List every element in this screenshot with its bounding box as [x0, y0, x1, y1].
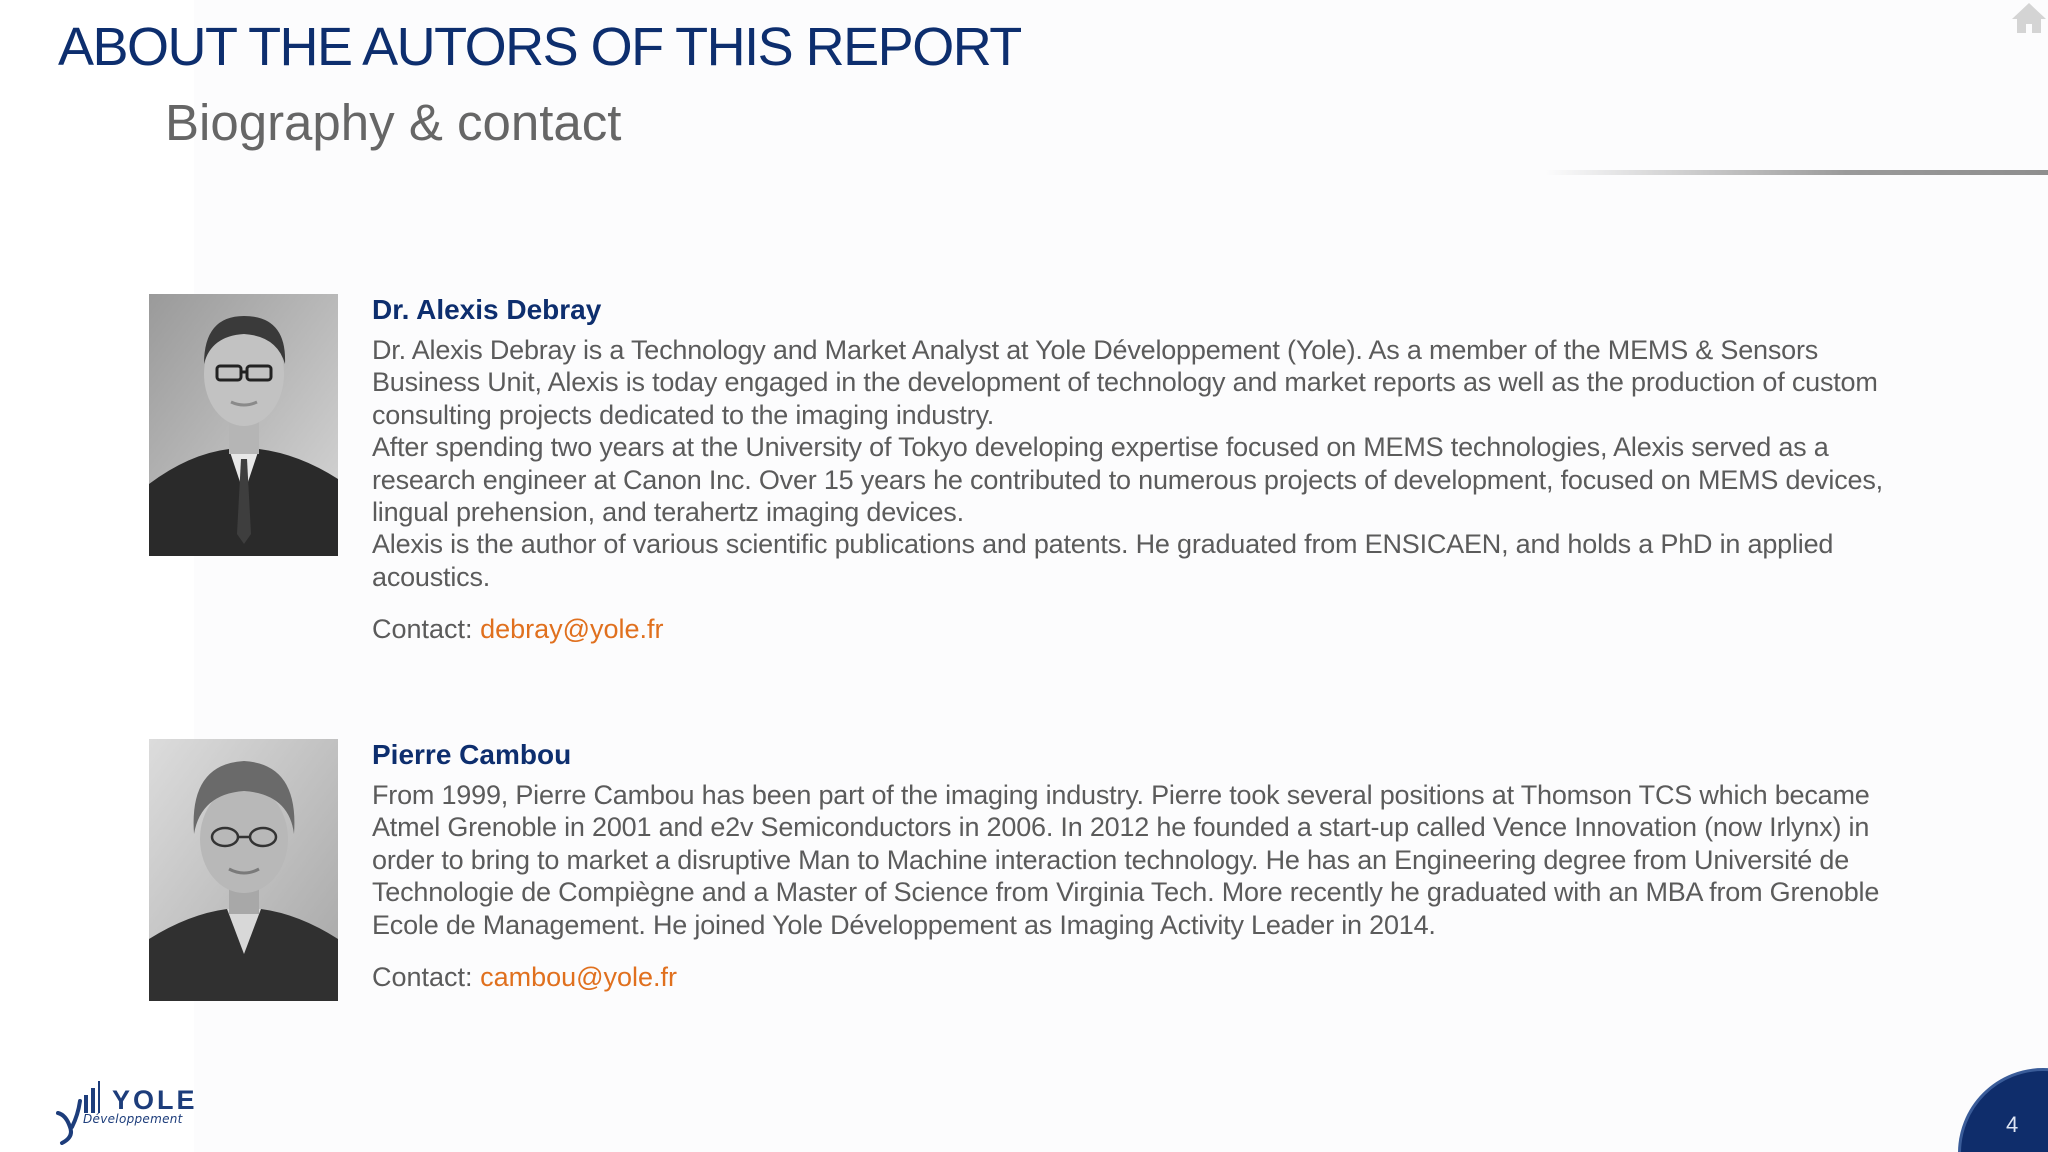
yole-logo: [54, 1075, 198, 1145]
author-photo-debray: [149, 294, 338, 556]
contact-label: Contact:: [372, 614, 481, 645]
email-link-cambou[interactable]: cambou@yole.fr: [480, 962, 678, 993]
bio-paragraph: From 1999, Pierre Cambou has been part of the imaging industry. Pierre took several positions at Thomson TCS which became Atmel Grenoble in 2001 and e2v Semiconductors in 2006. In 2012 he founded a start-up called Vence Innovation (now Irlynx) in order to bring to market a disruptive Man to Machine interaction technology. He has an Engineering degree from Université de Technologie de Compiègne and a Master of Science from Virginia Tech. More recently he graduated with an MBA from Grenoble Ecole de Management. He joined Yole Développement as Imaging Activity Leader in 2014.: [372, 780, 1880, 940]
page-title: ABOUT THE AUTORS OF THIS REPORT: [58, 17, 1021, 77]
header-divider: [1545, 170, 2048, 175]
yole-logo-icon: [54, 1075, 100, 1145]
author-bio-debray: [372, 291, 1932, 647]
page-number: 4: [2006, 1112, 2019, 1137]
bio-paragraph: Dr. Alexis Debray is a Technology and Market Analyst at Yole Développement (Yole). As a member of the MEMS & Sensors Business Unit, Alexis is today engaged in the development of technology and market reports as well as the production of custom consulting projects dedicated to the imaging industry.: [372, 335, 1878, 430]
email-link-debray[interactable]: debray@yole.fr: [480, 614, 664, 645]
home-icon[interactable]: [2010, 0, 2048, 36]
page-subtitle: Biography & contact: [165, 94, 622, 151]
author-bio-cambou: [372, 736, 1932, 995]
author-photo-cambou: [149, 739, 338, 1001]
contact-label: Contact:: [372, 962, 481, 993]
bio-paragraph: Alexis is the author of various scientific publications and patents. He graduated from ENSICAEN, and holds a PhD in applied acoustics.: [372, 529, 1834, 592]
page-number-badge: [1958, 1068, 2048, 1152]
contact-line: [372, 959, 1932, 995]
author-name: Dr. Alexis Debray: [372, 294, 602, 325]
bio-paragraph: After spending two years at the University of Tokyo developing expertise focused on MEMS technologies, Alexis served as a research engineer at Canon Inc. Over 15 years he contributed to numerous projects of development, focused on MEMS devices, lingual prehension, and terahertz imaging devices.: [372, 432, 1883, 528]
logo-word: YOLE: [112, 1085, 198, 1115]
author-name: Pierre Cambou: [372, 739, 572, 770]
logo-subtext: Développement: [83, 1112, 183, 1126]
contact-line: [372, 611, 1932, 647]
